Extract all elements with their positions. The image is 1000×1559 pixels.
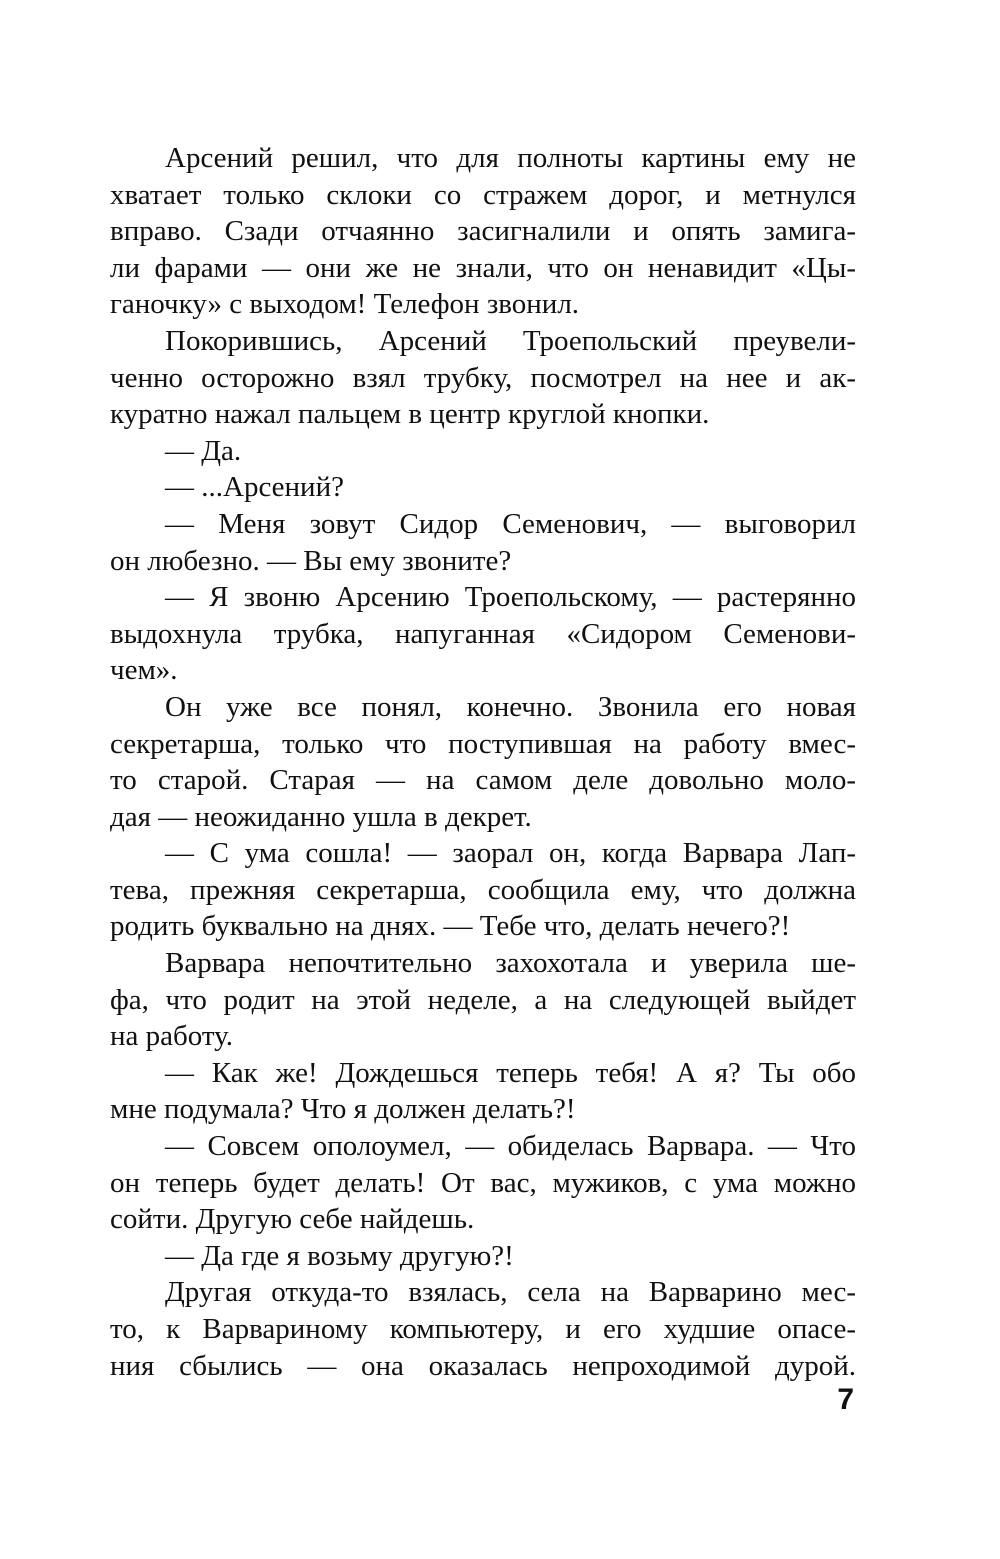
text-line: он любезно. — Вы ему звоните? bbox=[110, 544, 512, 577]
text-line: Он уже все понял, конечно. Звонила его новая bbox=[165, 690, 856, 723]
text-line: мне подумала? Что я должен делать?! bbox=[110, 1093, 576, 1126]
text-line: то, к Варвариному компьютеру, и его худшие опасе- bbox=[110, 1313, 856, 1345]
text-line: ли фарами — они же не знали, что он ненавидит «Цы- bbox=[110, 251, 856, 284]
text-line: ния сбылись — она оказалась непроходимой дурой. bbox=[110, 1349, 856, 1382]
text-line: чем». bbox=[110, 654, 178, 687]
text-line: — С ума сошла! — заорал он, когда Варвара Лап- bbox=[165, 837, 856, 870]
text-line: дая — неожиданно ушла в декрет. bbox=[110, 800, 532, 833]
text-line: хватает только склоки со стражем дорог, и метнулся bbox=[110, 178, 856, 211]
text-line: вправо. Сзади отчаянно засигналили и опять замига- bbox=[110, 215, 856, 248]
text-line: он теперь будет делать! От вас, мужиков, с ума можно bbox=[110, 1166, 856, 1199]
text-line: на работу. bbox=[110, 1020, 234, 1053]
text-line: то старой. Старая — на самом деле довольно моло- bbox=[110, 764, 856, 797]
text-line: тева, прежняя секретарша, сообщила ему, что должна bbox=[110, 873, 856, 906]
text-line: секретарша, только что поступившая на работу вмес- bbox=[110, 727, 856, 760]
text-line: — Да где я возьму другую?! bbox=[165, 1239, 514, 1272]
text-line: — Как же! Дождешься теперь тебя! А я? Ты обо bbox=[165, 1056, 856, 1089]
text-line: куратно нажал пальцем в центр круглой кнопки. bbox=[110, 398, 710, 431]
text-line: родить буквально на днях. — Тебе что, делать нечего?! bbox=[110, 910, 791, 943]
text-line: — ...Арсений? bbox=[165, 471, 344, 504]
text-line: — Меня зовут Сидор Семенович, — выговорил bbox=[165, 507, 856, 540]
text-line: выдохнула трубка, напуганная «Сидором Семенови- bbox=[110, 617, 856, 650]
text-line: — Я звоню Арсению Троепольскому, — растерянно bbox=[165, 581, 856, 614]
text-line: ченно осторожно взял трубку, посмотрел на нее и ак- bbox=[110, 361, 856, 394]
text-line: Покорившись, Арсений Троепольский преувели- bbox=[165, 324, 856, 357]
text-line: Другая откуда-то взялась, села на Варварино мес- bbox=[165, 1276, 856, 1309]
text-line: ганочку» с выходом! Телефон звонил. bbox=[110, 288, 580, 321]
page-number: 7 bbox=[837, 1383, 854, 1416]
text-line: фа, что родит на этой неделе, а на следующей выйдет bbox=[110, 983, 856, 1016]
text-line: — Да. bbox=[165, 434, 242, 467]
body-text bbox=[110, 140, 856, 1384]
text-line: сойти. Другую себе найдешь. bbox=[110, 1203, 475, 1236]
text-line: Варвара непочтительно захохотала и уверила ше- bbox=[165, 947, 856, 980]
text-line: Арсений решил, что для полноты картины ему не bbox=[165, 142, 856, 174]
text-line: — Совсем ополоумел, — обиделась Варвара. — Что bbox=[165, 1130, 856, 1163]
